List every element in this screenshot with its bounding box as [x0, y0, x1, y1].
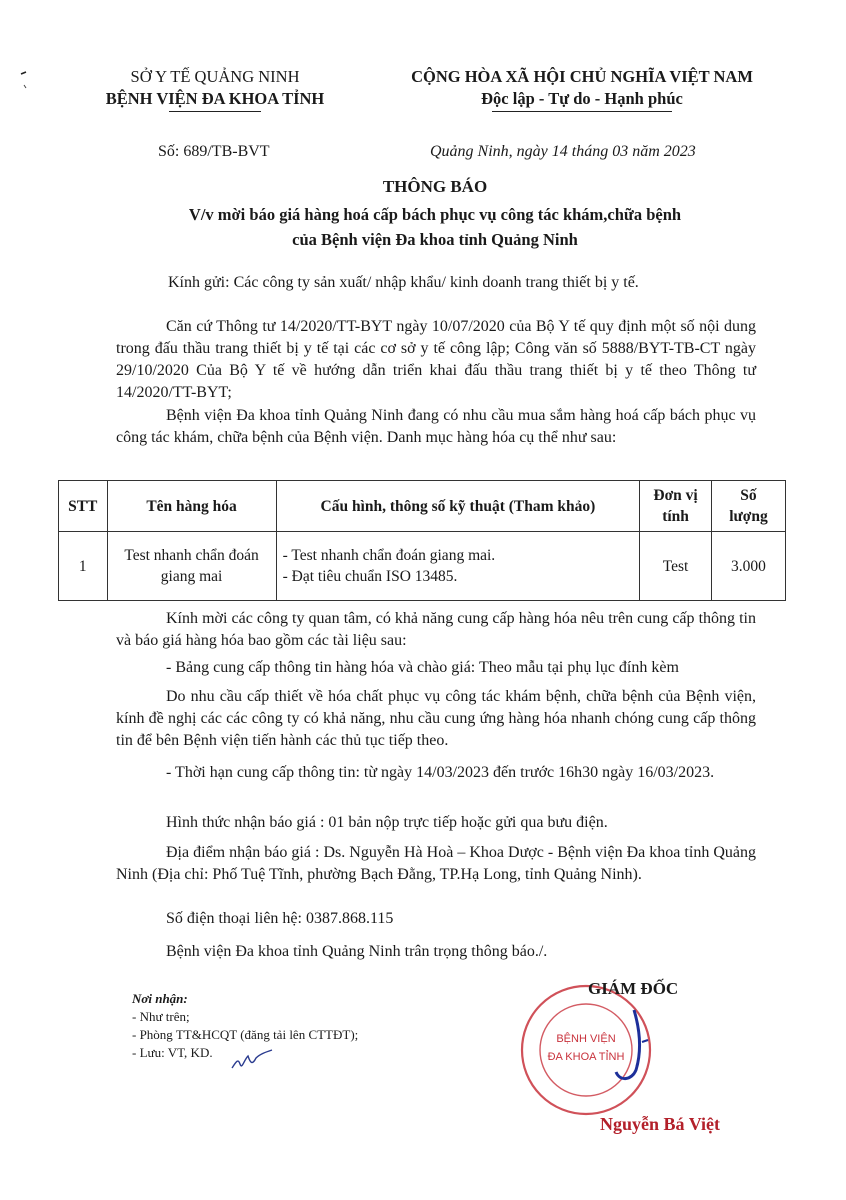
- header-name: Tên hàng hóa: [107, 481, 276, 532]
- paragraph-text: - Bảng cung cấp thông tin hàng hóa và chào giá: Theo mẫu tại phụ lục đính kèm: [166, 659, 679, 676]
- cell-name-line: giang mai: [160, 568, 223, 585]
- document-date: Quảng Ninh, ngày 14 tháng 03 năm 2023: [430, 143, 696, 160]
- paragraph-text: Căn cứ Thông tư 14/2020/TT-BYT ngày 10/07/2020 của Bộ Y tế quy định một số nội dung trong đấu thầu trang thiết bị y tế tại các cơ sở y tế công lập; Công văn số 5888/BYT-TB-CT ngày 29/10/2020 Của Bộ Y tế về hướng dẫn triển khai đấu thầu trang thiết bị y tế theo Thông tư 14/2020/TT-BYT;: [116, 318, 756, 401]
- initials-scribble: [228, 1048, 274, 1074]
- paragraph-quote-form: [116, 657, 756, 679]
- stamp-line-1: BỆNH VIỆN: [556, 1033, 616, 1045]
- distribution-label: Nơi nhận:: [132, 991, 188, 1006]
- paragraph-urgency: [116, 686, 756, 752]
- cell-spec-line: - Test nhanh chẩn đoán giang mai.: [282, 547, 496, 564]
- cell-spec: [276, 532, 640, 601]
- paragraph-submission-method: [116, 812, 756, 834]
- document-subject: [100, 202, 770, 252]
- paragraph-text: - Thời hạn cung cấp thông tin: từ ngày 14/03/2023 đến trước 16h30 ngày 16/03/2023.: [166, 764, 715, 781]
- country-name: CỘNG HÒA XÃ HỘI CHỦ NGHĨA VIỆT NAM: [411, 67, 753, 86]
- document-title: THÔNG BÁO: [382, 177, 488, 196]
- distribution-item: - Như trên;: [132, 1009, 190, 1024]
- cell-stt: 1: [59, 532, 108, 601]
- paragraph-closing: [116, 941, 756, 963]
- organization-name: BỆNH VIỆN ĐA KHOA TỈNH: [105, 89, 325, 108]
- paragraph-submission-address: [116, 842, 756, 886]
- goods-table: [58, 480, 786, 601]
- national-motto: Độc lập - Tự do - Hạnh phúc: [481, 89, 683, 108]
- scan-mark: [18, 70, 30, 90]
- cell-unit: Test: [640, 532, 712, 601]
- table-row: [59, 532, 786, 601]
- paragraph-deadline: [116, 762, 756, 784]
- signer-name: Nguyễn Bá Việt: [600, 1114, 721, 1134]
- table-header-row: [59, 481, 786, 532]
- header-unit-line: Đơn vị: [653, 487, 698, 504]
- header-qty-line: lượng: [729, 508, 768, 525]
- paragraph-text: Địa điểm nhận báo giá : Ds. Nguyễn Hà Hoà – Khoa Dược - Bệnh viện Đa khoa tỉnh Quảng Ninh (Địa chỉ: Phố Tuệ Tĩnh, phường Bạch Đằng, TP.Hạ Long, tỉnh Quảng Ninh).: [116, 844, 756, 883]
- subject-line-2: của Bệnh viện Đa khoa tỉnh Quảng Ninh: [292, 230, 578, 249]
- cell-qty: 3.000: [711, 532, 785, 601]
- issuing-agency: [60, 66, 370, 112]
- paragraph-legal-basis: [116, 316, 756, 404]
- document-number: Số: 689/TB-BVT: [158, 143, 270, 160]
- header-spec: Cấu hình, thông số kỹ thuật (Tham khảo): [276, 481, 640, 532]
- paragraph-invitation: [116, 608, 756, 652]
- distribution-item: - Phòng TT&HCQT (đăng tải lên CTTĐT);: [132, 1027, 359, 1042]
- header-stt: STT: [59, 481, 108, 532]
- header-qty-line: Số: [740, 487, 757, 504]
- signer-position: GIÁM ĐỐC: [588, 979, 679, 998]
- cell-spec-line: - Đạt tiêu chuẩn ISO 13485.: [282, 568, 458, 585]
- header-unit-line: tính: [662, 508, 689, 525]
- national-header: [372, 66, 792, 112]
- paragraph-text: Do nhu cầu cấp thiết về hóa chất phục vụ công tác khám bệnh, chữa bệnh của Bệnh viện, kính đề nghị các các công ty có khả năng, nhu cầu cung ứng hàng hóa nhanh chóng cung cấp thông tin để bên Bệnh viện tiến hành các thủ tục tiếp theo.: [116, 688, 756, 749]
- cell-name-line: Test nhanh chẩn đoán: [124, 547, 259, 564]
- paragraph-text: Bệnh viện Đa khoa tỉnh Quảng Ninh trân trọng thông báo./.: [166, 943, 548, 960]
- paragraph-text: Bệnh viện Đa khoa tỉnh Quảng Ninh đang có nhu cầu mua sắm hàng hoá cấp bách phục vụ công tác khám, chữa bệnh của Bệnh viện. Danh mục hàng hóa cụ thể như sau:: [116, 407, 756, 446]
- paragraph-need: [116, 405, 756, 449]
- motto-underline: [492, 111, 672, 112]
- header-unit: [640, 481, 712, 532]
- stamp-line-2: ĐA KHOA TỈNH: [547, 1051, 625, 1063]
- official-stamp: [516, 980, 656, 1120]
- distribution-item: - Lưu: VT, KD.: [132, 1045, 213, 1060]
- paragraph-text: Kính mời các công ty quan tâm, có khả năng cung cấp hàng hóa nêu trên cung cấp thông tin và báo giá hàng hóa bao gồm các tài liệu sau:: [116, 610, 756, 649]
- header-qty: [711, 481, 785, 532]
- addressee: Kính gửi: Các công ty sản xuất/ nhập khẩu/ kinh doanh trang thiết bị y tế.: [168, 274, 639, 291]
- org-underline: [169, 111, 261, 112]
- subject-line-1: V/v mời báo giá hàng hoá cấp bách phục vụ công tác khám,chữa bệnh: [188, 205, 682, 224]
- parent-organization: SỞ Y TẾ QUẢNG NINH: [130, 67, 300, 86]
- paragraph-phone: [116, 908, 756, 930]
- paragraph-text: Số điện thoại liên hệ: 0387.868.115: [166, 910, 394, 927]
- cell-name: [107, 532, 276, 601]
- paragraph-text: Hình thức nhận báo giá : 01 bản nộp trực tiếp hoặc gửi qua bưu điện.: [166, 814, 608, 831]
